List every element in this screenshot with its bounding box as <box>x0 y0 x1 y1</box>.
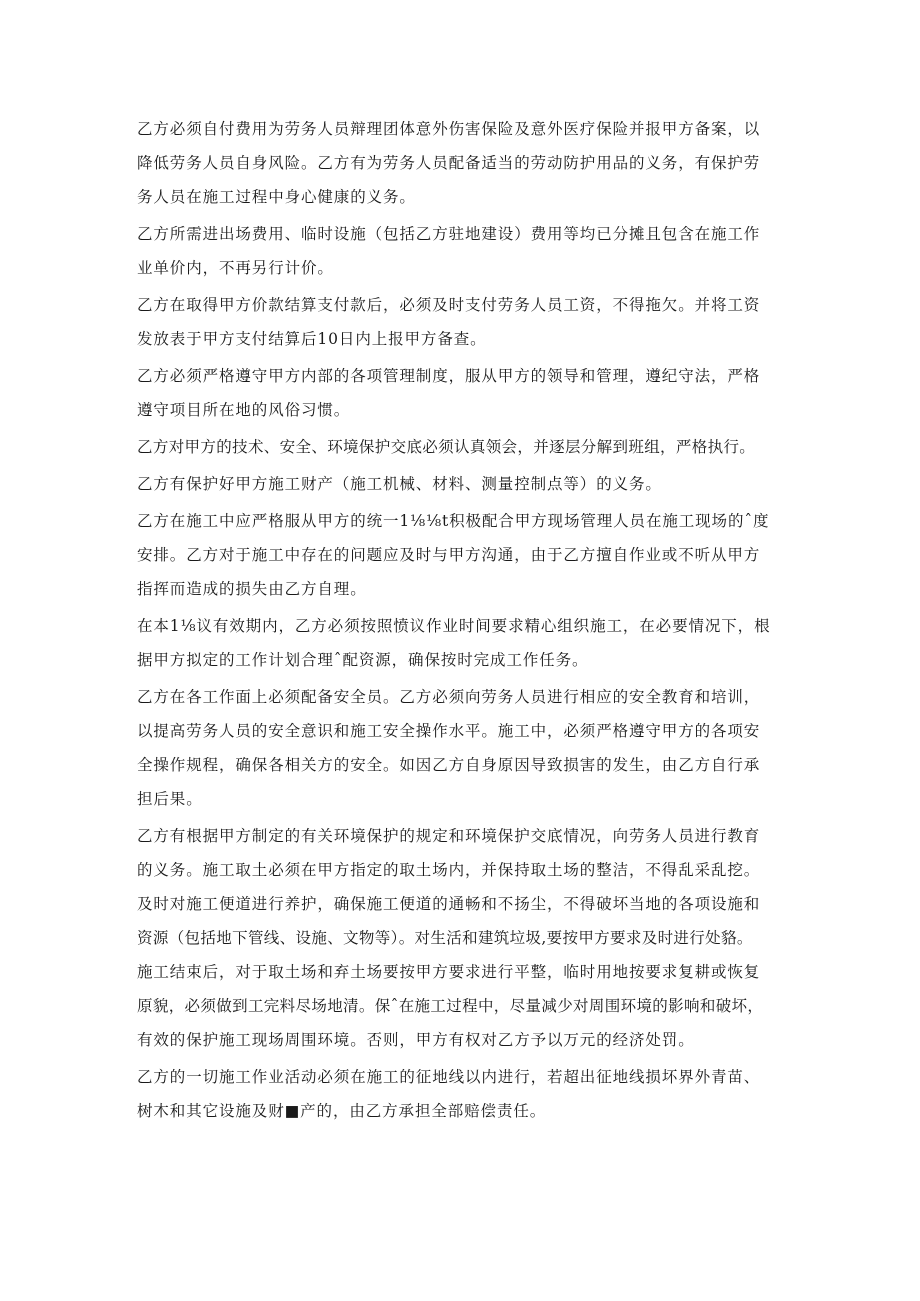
text-line: 担后果。 <box>137 790 203 808</box>
text-line: 务人员在施工过程中身心健康的义务。 <box>137 188 416 206</box>
paragraph-site-costs <box>137 217 791 285</box>
paragraph-property-protection <box>137 467 791 501</box>
text-line: 乙方必须严格遵守甲方内部的各项管理制度，服从甲方的领导和管理，遵纪守法，严格 <box>137 367 761 385</box>
paragraph-land-boundary <box>137 1060 791 1128</box>
text-line: 有效的保护施工现场周围环境。否则，甲方有权对乙方予以万元的经济处罚。 <box>137 1031 695 1049</box>
document-body <box>137 112 791 1131</box>
text-line: 遵守项目所在地的风俗习惯。 <box>137 401 351 419</box>
text-line: 乙方对甲方的技术、安全、环境保护交底必须认真领会，并逐层分解到班组，严格执行。 <box>137 438 756 456</box>
text-line: 乙方在各工作面上必须配备安全员。乙方必须向劳务人员进行相应的安全教育和培训， <box>137 688 761 706</box>
text-line: 乙方在取得甲方价款结算支付款后，必须及时支付劳务人员工资，不得拖欠。并将工资 <box>137 296 761 314</box>
text-line: 原貌，必须做到工完料尽场地清。保ˆ在施工过程中，尽量减少对周围环境的影响和破坏， <box>137 997 764 1015</box>
text-line: 的义务。施工取土必须在甲方指定的取土场内，并保持取土场的整洁，不得乱采乱挖。 <box>137 861 761 879</box>
text-line: 乙方有根据甲方制定的有关环境保护的规定和环境保护交底情况，向劳务人员进行教育 <box>137 827 761 845</box>
text-line: 乙方必须自付费用为劳务人员辩理团体意外伤害保险及意外医疗保险并报甲方备案，以 <box>137 120 761 138</box>
text-line: 乙方在施工中应严格服从甲方的统一1⅛⅛t积极配合甲方现场管理人员在施工现场的ˆ度 <box>137 512 770 530</box>
text-line: 全操作规程，确保各相关方的安全。如因乙方自身原因导致损害的发生，由乙方自行承 <box>137 756 761 774</box>
text-line: 乙方有保护好甲方施工财产（施工机械、材料、测量控制点等）的义务。 <box>137 475 662 493</box>
text-line: 施工结束后，对于取土场和弃土场要按甲方要求进行平整，临时用地按要求复耕或恢复 <box>137 963 761 981</box>
text-line: 乙方的一切施工作业活动必须在施工的征地线以内进行，若超出征地线损坏界外青苗、 <box>137 1068 761 1086</box>
text-line: 以提高劳务人员的安全意识和施工安全操作水平。施工中，必须严格遵守甲方的各项安 <box>137 722 761 740</box>
text-line: 发放表于甲方支付结算后10日内上报甲方备查。 <box>137 330 487 348</box>
text-line: 指挥而造成的损失由乙方自理。 <box>137 580 367 598</box>
text-line: 据甲方拟定的工作计划合理ˆ配资源，确保按时完成工作任务。 <box>137 651 589 669</box>
text-line: 安排。乙方对于施工中存在的问题应及时与甲方沟通，由于乙方擅自作业或不听从甲方 <box>137 546 761 564</box>
paragraph-schedule <box>137 609 791 677</box>
text-line: 业单价内，不再另行计价。 <box>137 259 334 277</box>
paragraph-safety <box>137 680 791 816</box>
paragraph-environment <box>137 819 791 1057</box>
paragraph-insurance <box>137 112 791 214</box>
paragraph-technical-briefing <box>137 430 791 464</box>
paragraph-regulations <box>137 359 791 427</box>
text-line: 树木和其它设施及财■产的，由乙方承担全部赔偿责任。 <box>137 1102 547 1120</box>
text-line: 乙方所需进出场费用、临时设施（包括乙方驻地建设）费用等均已分摊且包含在施工作 <box>137 225 761 243</box>
text-line: 及时对施工便道进行养护，确保施工便道的通畅和不扬尘，不得破坏当地的各项设施和 <box>137 895 761 913</box>
text-line: 在本1⅛议有效期内，乙方必须按照愤议作业时间要求精心组织施工，在必要情况下，根 <box>137 617 771 635</box>
text-line: 资源（包括地下管线、设施、文物等）。对生活和建筑垃圾,要按甲方要求及时进行处貉。 <box>137 929 753 947</box>
paragraph-coordination <box>137 504 791 606</box>
text-line: 降低劳务人员自身风险。乙方有为劳务人员配备适当的劳动防护用品的义务，有保护劳 <box>137 154 761 172</box>
paragraph-wages <box>137 288 791 356</box>
